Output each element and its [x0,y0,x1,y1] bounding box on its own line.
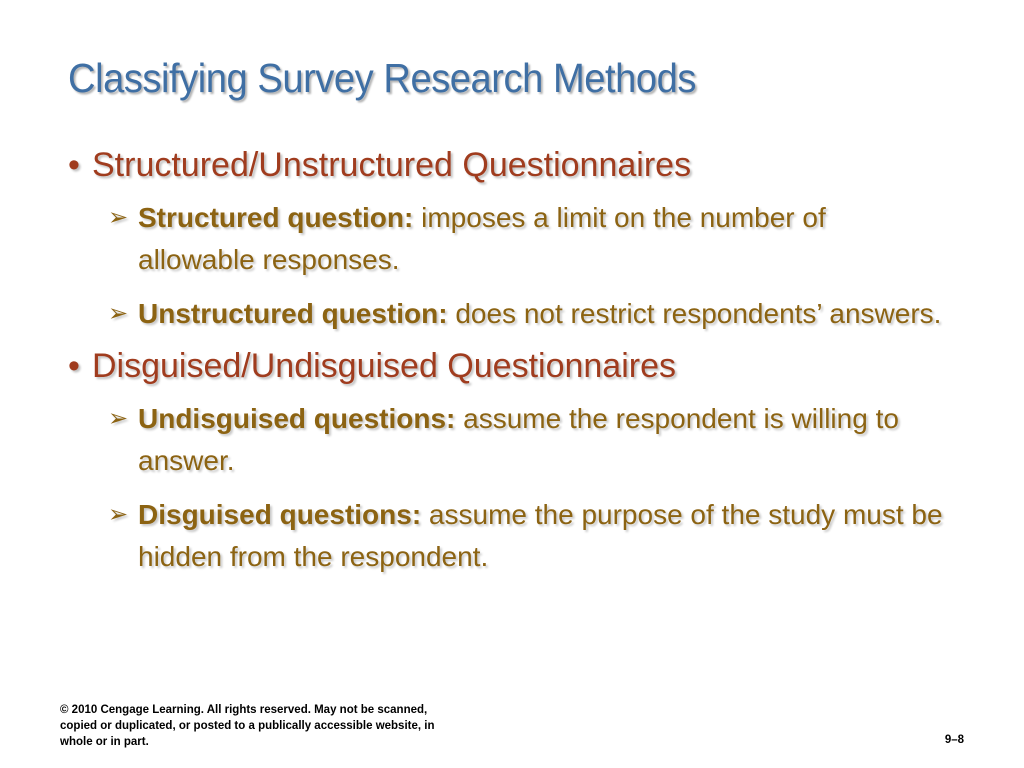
bullet-icon: • [68,146,80,184]
bullet-heading: Disguised/Undisguised Questionnaires [92,347,676,386]
term-description: imposes a limit on the number of allowable responses. [138,202,826,276]
term-label: Unstructured question: [138,298,448,330]
arrow-bullet-icon: ➢ [108,405,129,433]
term-label: Undisguised questions: [138,403,456,435]
copyright-line: copied or duplicated, or posted to a publically accessible website, in [60,720,435,732]
arrow-bullet-icon: ➢ [108,300,129,328]
arrow-bullet-icon: ➢ [108,501,129,529]
slide-content [68,146,968,590]
subbullet-unstructured-question [108,293,948,335]
term-description: assume the purpose of the study must be hidden from the respondent. [138,499,943,573]
arrow-bullet-icon: ➢ [108,204,129,232]
subbullet-undisguised-questions [108,398,948,482]
term-label: Structured question: [138,202,414,234]
term-description: does not restrict respondents’ answers. [447,298,942,330]
copyright-line: whole or in part. [60,736,149,748]
term-label: Disguised questions: [138,499,422,531]
bullet-structured-unstructured [68,146,968,185]
bullet-icon: • [68,347,80,386]
subbullet-disguised-questions [108,494,948,578]
slide-title: Classifying Survey Research Methods [68,55,696,101]
copyright-line: © 2010 Cengage Learning. All rights reserved. May not be scanned, [60,704,428,716]
copyright-footer [60,702,434,750]
subbullet-structured-question [108,197,948,281]
page-number: 9–8 [944,734,964,746]
bullet-disguised-undisguised [68,347,968,386]
bullet-heading: Structured/Unstructured Questionnaires [92,146,692,184]
term-description: assume the respondent is willing to answer. [138,403,899,477]
